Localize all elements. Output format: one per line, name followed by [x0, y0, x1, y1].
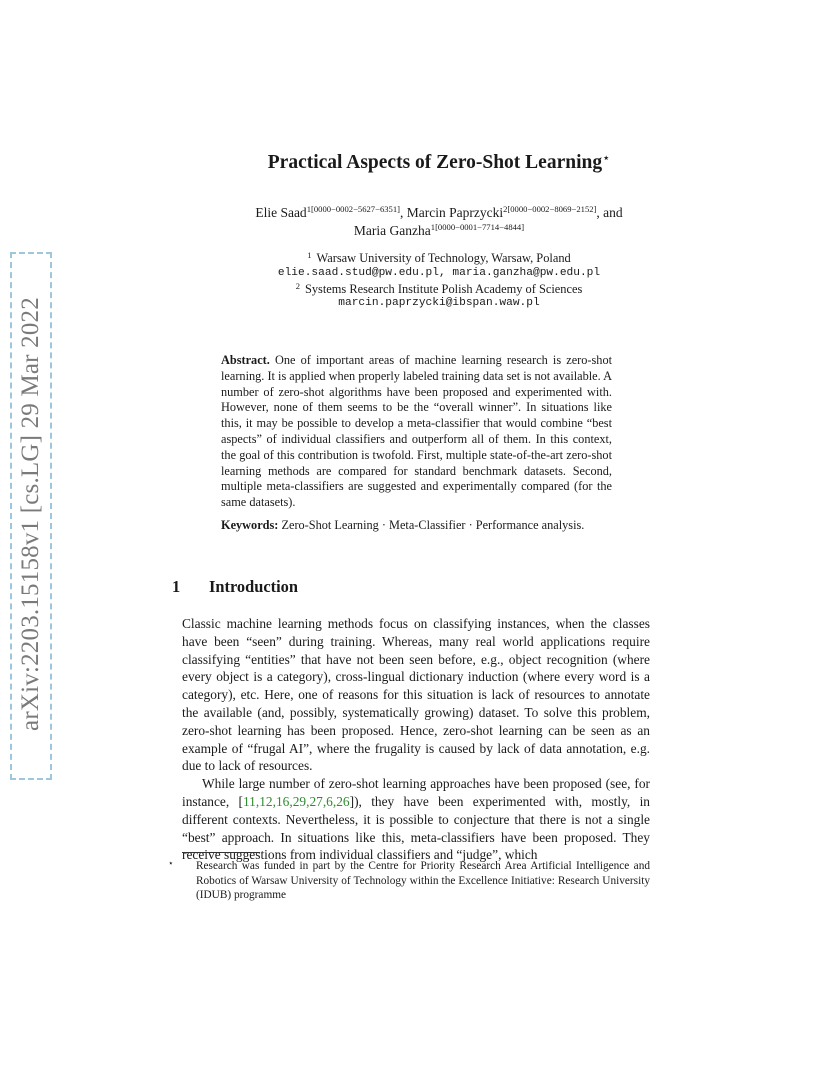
author-separator-and: , and — [596, 205, 623, 220]
author-1-name: Elie Saad — [255, 205, 307, 220]
footnote — [168, 856, 650, 903]
title-footnote-mark[interactable]: ⋆ — [602, 150, 611, 165]
affiliation-2-email[interactable]: marcin.paprzycki@ibspan.waw.pl — [338, 297, 540, 309]
author-separator: , — [400, 205, 407, 220]
title-text: Practical Aspects of Zero-Shot Learning — [267, 152, 603, 173]
author-2-name: Marcin Paprzycki — [406, 205, 504, 220]
keywords-label: Keywords: — [221, 518, 279, 532]
paragraph-2-start: While large number of zero-shot learning approaches have been proposed (see, for instance, [ — [182, 776, 650, 809]
author-line-2 — [150, 222, 728, 239]
arxiv-stamp[interactable]: arXiv:2203.15158v1 [cs.LG] 29 Mar 2022 — [17, 297, 44, 731]
author-1-orcid: 1[0000−0002−5627−6351] — [306, 204, 400, 214]
footnote-mark: ⋆ — [168, 858, 174, 868]
affiliation-2 — [150, 281, 728, 297]
paper-title — [150, 150, 728, 174]
section-heading — [172, 577, 298, 597]
abstract-text: One of important areas of machine learning research is zero-shot learning. It is applied when properly labeled training data set is not available. A number of zero-shot algorithms have been proposed and experimented with. However, none of them seems to be the “overall winner”. In situations like this, it may be possible to develop a meta-classifier that would combine “best aspects” of individual classifiers and outperform all of them. In this context, the goal of this contribution is twofold. First, multiple state-of-the-art zero-shot learning methods are compared for standard benchmark datasets. Second, multiple meta-classifiers are suggested and experimentally compared (for the same datasets). — [221, 353, 613, 510]
affiliation-1 — [150, 250, 728, 266]
author-3-name: Maria Ganzha — [353, 223, 431, 238]
abstract — [221, 353, 612, 511]
author-2-orcid: 2[0000−0002−8069−2152] — [503, 204, 597, 214]
affiliation-1-number: 1 — [307, 250, 312, 260]
section-number: 1 — [172, 577, 181, 596]
paragraph-2 — [182, 775, 650, 864]
affiliation-1-text: Warsaw University of Technology, Warsaw, Poland — [316, 251, 571, 265]
body-text — [182, 615, 650, 864]
author-line-1 — [150, 204, 728, 221]
author-3-orcid: 1[0000−0001−7714−4844] — [430, 222, 525, 232]
paragraph-1: Classic machine learning methods focus on classifying instances, when the classes have been “seen” during training. Whereas, many real world applications require classifying “entities” that have not been seen before, e.g., object recognition (where every object is a category), cross-lingual dictionary induction (where every word is a category), etc. Here, one of reasons for this situation is lack of resources to annotate the available (and, possibly, systematically growing) dataset. To solve this problem, zero-shot learning has been proposed. Hence, zero-shot learning can be seen as an example of “frugal AI”, where the frugality is caused by lack of data annotation, e.g. due to lack of resources. — [182, 616, 650, 774]
keywords-text: Zero-Shot Learning · Meta-Classifier · Performance analysis. — [281, 518, 585, 532]
affiliation-2-text: Systems Research Institute Polish Academy of Sciences — [304, 282, 583, 296]
keywords — [221, 517, 612, 533]
citation-links[interactable]: 11,12,16,29,27,6,26 — [242, 793, 350, 809]
affiliation-2-number: 2 — [295, 281, 300, 291]
abstract-label: Abstract. — [221, 353, 270, 367]
footnote-text: Research was funded in part by the Centre for Priority Research Area Artificial Intelligence and Robotics of Warsaw University of Technology within the Excellence Initiative: Research University (IDUB) programme — [196, 860, 650, 901]
paragraph-2-end: ]), they have been experimented with, mostly, in different contexts. Nevertheless, it is possible to conjecture that there is not a single “best” approach. In situations like this, meta-classifiers have been proposed. They receive suggestions from individual classifiers and “judge”, which — [182, 793, 650, 863]
footnote-rule — [182, 852, 260, 853]
affiliation-1-emails[interactable]: elie.saad.stud@pw.edu.pl, maria.ganzha@pw.edu.pl — [277, 267, 601, 279]
section-title: Introduction — [209, 577, 298, 596]
